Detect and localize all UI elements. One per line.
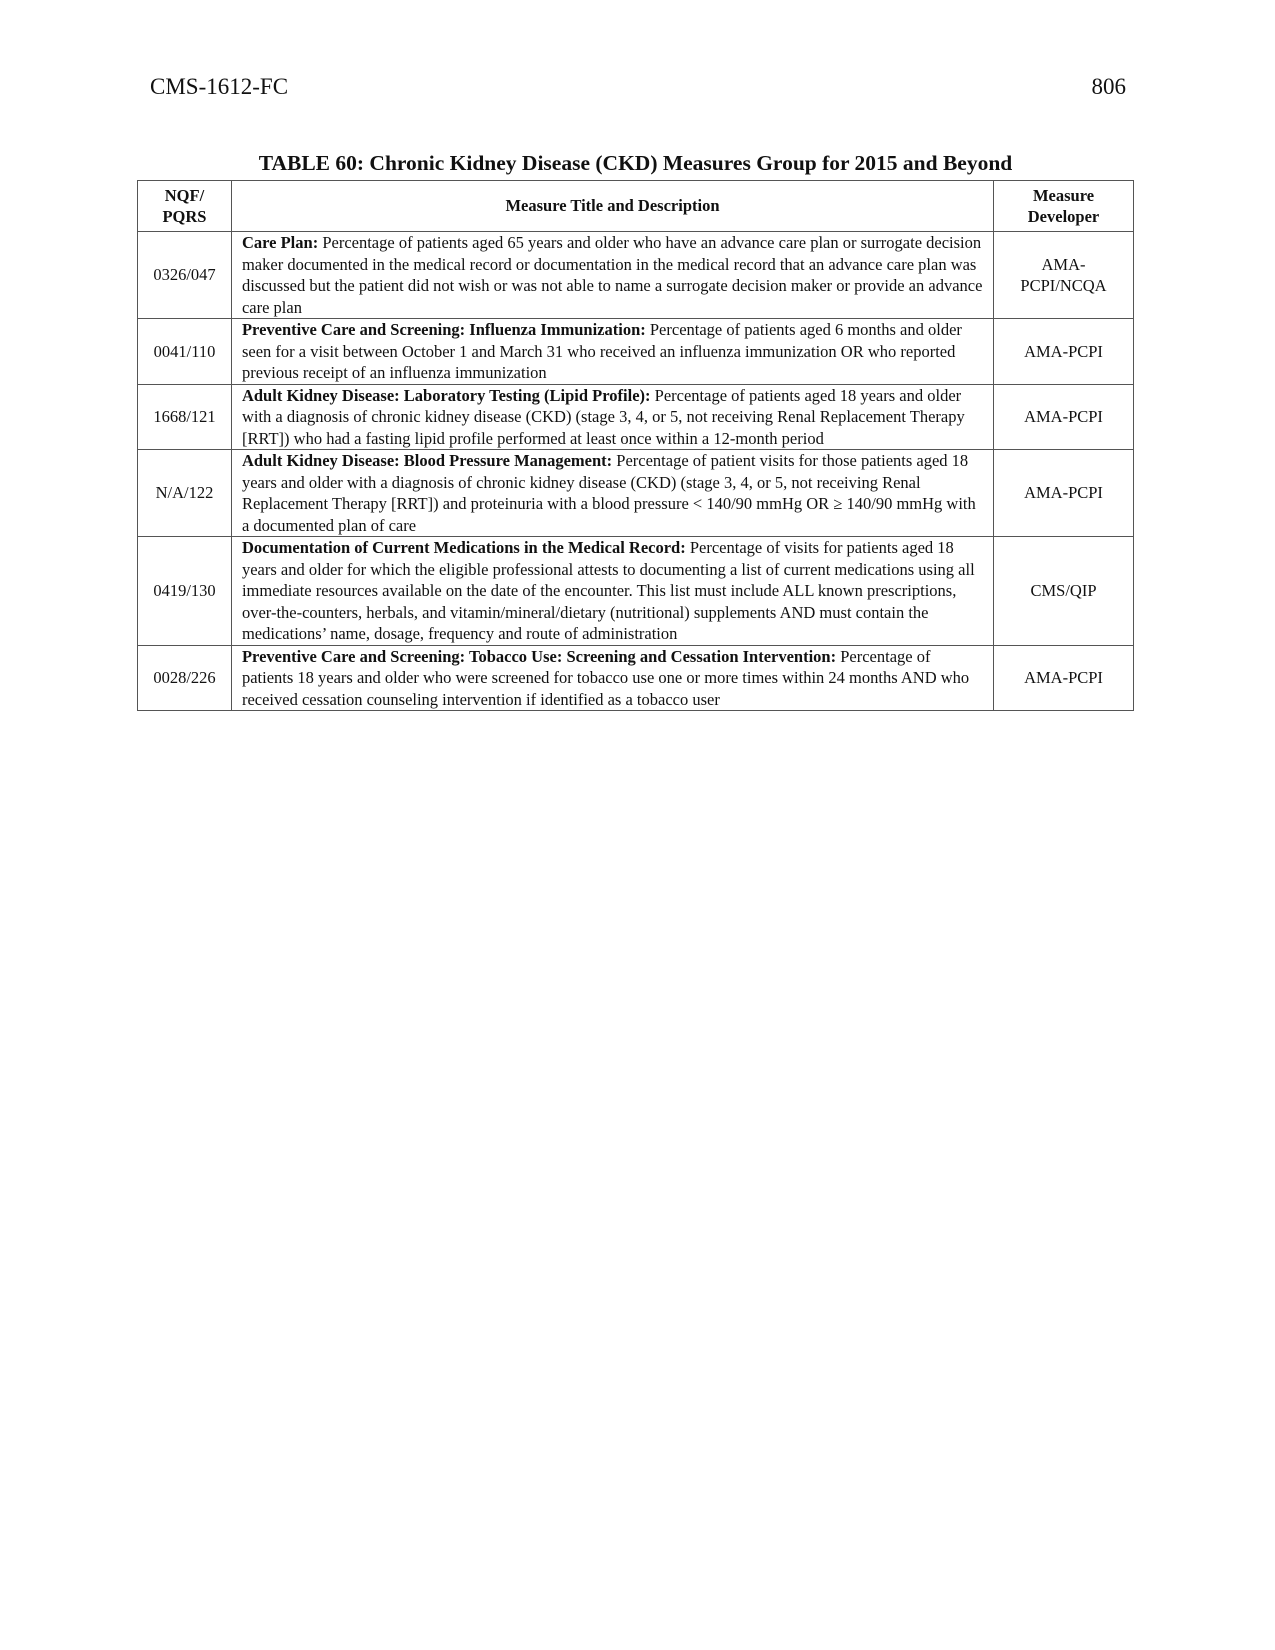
table-row — [138, 645, 1134, 711]
measure-title: Care Plan: — [241, 233, 319, 252]
measure-developer-cell — [994, 645, 1134, 711]
measure-developer-cell — [994, 232, 1134, 319]
measure-id: 0028/226 — [138, 645, 232, 711]
table-row — [138, 232, 1134, 319]
measure-id: 0326/047 — [138, 232, 232, 319]
measure-description-cell — [231, 450, 993, 537]
measure-developer-line2: PCPI/NCQA — [1020, 276, 1107, 295]
measures-table — [137, 180, 1134, 711]
measure-description: Percentage of patients 18 years and older who were screened for tobacco use one or more times within 24 months AND who received cessation counseling intervention if identified as a tobacco user — [241, 646, 970, 709]
measure-description-cell — [231, 645, 993, 711]
table-row — [138, 319, 1134, 385]
table-row — [138, 450, 1134, 537]
measure-id: N/A/122 — [138, 450, 232, 537]
table-header-row — [138, 181, 1134, 232]
measure-description-cell — [231, 384, 993, 450]
measure-id: 1668/121 — [138, 384, 232, 450]
measure-description-cell — [231, 232, 993, 319]
measure-developer: AMA- — [1041, 254, 1086, 274]
measure-title: Preventive Care and Screening: Influenza Immunization: — [241, 320, 646, 339]
table-row — [138, 384, 1134, 450]
page-header — [150, 74, 1126, 104]
table-body — [138, 232, 1134, 711]
table-row — [138, 537, 1134, 646]
column-header-developer-line1: Measure — [1032, 185, 1095, 205]
measure-description-cell — [231, 319, 993, 385]
measure-description: Percentage of patients aged 6 months and older seen for a visit between October 1 and March 31 who received an influenza immunization OR who reported previous receipt of an influenza immunization — [241, 320, 962, 382]
document-id: CMS-1612-FC — [150, 74, 289, 99]
measure-developer: AMA-PCPI — [1024, 483, 1103, 503]
measure-description-cell — [231, 537, 993, 646]
measure-title: Adult Kidney Disease: Laboratory Testing (Lipid Profile): — [241, 385, 651, 405]
measure-id: 0041/110 — [138, 319, 232, 385]
measure-developer: AMA-PCPI — [1024, 668, 1103, 687]
measure-title: Preventive Care and Screening: Tobacco Use: Screening and Cessation Intervention: — [241, 646, 837, 666]
measure-title: Adult Kidney Disease: Blood Pressure Management: — [241, 451, 613, 470]
measure-developer-cell — [994, 537, 1134, 646]
measure-developer-cell — [994, 450, 1134, 537]
measure-developer: CMS/QIP — [1030, 581, 1097, 600]
column-header-developer-line2: Developer — [1027, 207, 1100, 226]
column-header-developer — [994, 181, 1134, 232]
column-header-id-line2: PQRS — [162, 207, 207, 226]
measure-description: Percentage of patient visits for those patients aged 18 years and older with a diagnosis of chronic kidney disease (CKD) (stage 3, 4, or 5, not receiving Renal Replacement Therapy [RRT]) and proteinuria with a blood pressure < 140/90 mmHg OR ≥ 140/90 mmHg with a documented plan of care — [241, 451, 976, 535]
measure-developer: AMA-PCPI — [1024, 341, 1103, 361]
measure-id: 0419/130 — [138, 537, 232, 646]
measure-description: Percentage of visits for patients aged 18 years and older for which the eligible professional attests to documenting a list of current medications using all immediate resources available on the date of the encounter. This list must include ALL known prescriptions, over-the-counters, herbals, and vitamin/mineral/dietary (nutritional) supplements AND must contain the medications’ name, dosage, frequency and route of administration — [241, 538, 975, 643]
page-number: 806 — [1091, 74, 1126, 99]
measure-developer: AMA-PCPI — [1024, 407, 1103, 426]
measure-description: Percentage of patients aged 65 years and older who have an advance care plan or surrogate decision maker documented in the medical record or documentation in the medical record that an advance care plan was discussed but the patient did not wish or was not able to name a surrogate decision maker or provide an advance care plan — [241, 233, 983, 317]
measure-developer-cell — [994, 319, 1134, 385]
measure-title: Documentation of Current Medications in the Medical Record: — [241, 538, 686, 557]
measure-developer-cell — [994, 384, 1134, 450]
column-header-description: Measure Title and Description — [231, 181, 993, 232]
column-header-id-line1: NQF/ — [164, 185, 205, 205]
measure-description: Percentage of patients aged 18 years and older with a diagnosis of chronic kidney disease (CKD) (stage 3, 4, or 5, not receiving Renal Replacement Therapy [RRT]) who had a fasting lipid profile performed at least once within a 12-month period — [241, 385, 965, 448]
column-header-id — [138, 181, 232, 232]
table-title: TABLE 60: Chronic Kidney Disease (CKD) Measures Group for 2015 and Beyond — [258, 151, 1013, 175]
